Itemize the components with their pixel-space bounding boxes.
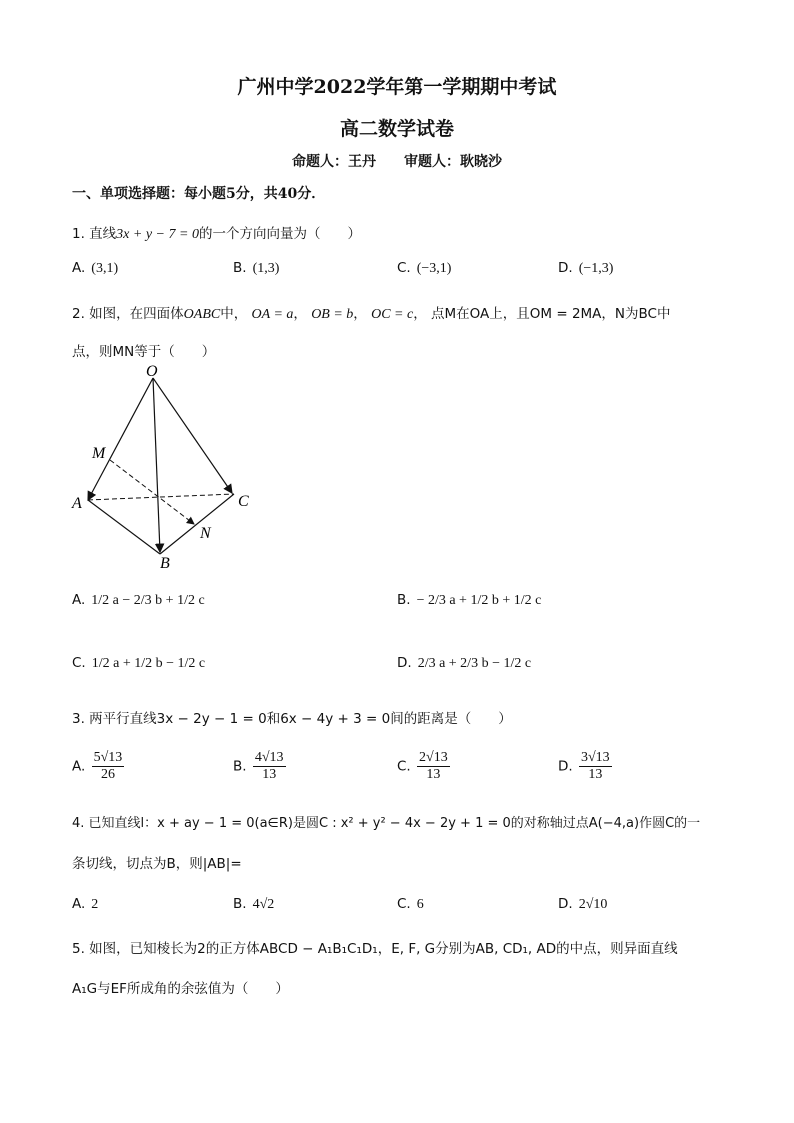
tetrahedron-figure: [66, 362, 266, 572]
q3-option-a[interactable]: A. $\frac{5√13}{26}$: [72, 750, 123, 782]
vector-mn: [110, 460, 194, 524]
question-1: [72, 222, 361, 243]
q4-option-c[interactable]: C. 6: [397, 896, 424, 912]
q2-option-b[interactable]: B. − 2/3 a + 1/2 b + 1/2 c: [397, 592, 542, 608]
q4-option-a[interactable]: A. 2: [72, 896, 99, 912]
edge-oc: [153, 378, 232, 493]
section-title: 一、单项选择题：每小题5分，共40分．: [72, 186, 326, 202]
question-2-line2: 点，则MN等于（ ）: [72, 344, 216, 360]
q1-prefix: 1. 直线: [72, 226, 117, 242]
q3-option-c[interactable]: C. $\frac{2√13}{13}$: [397, 750, 448, 782]
vector-oc: OC = c: [371, 307, 414, 322]
q2-option-d[interactable]: D. 2/3 a + 2/3 b − 1/2 c: [397, 655, 532, 671]
question-5-line2: A₁G与EF所成角的余弦值为（ ）: [72, 981, 289, 997]
edge-oa: [88, 378, 153, 500]
q1-option-d[interactable]: D. (−1,3): [558, 260, 614, 276]
q4-option-d[interactable]: D. 2√10: [558, 896, 608, 912]
edge-bc: [160, 494, 234, 554]
vector-oa: OA = a: [251, 307, 294, 322]
label-b: B: [160, 555, 170, 572]
label-o: O: [146, 363, 158, 380]
question-2-line1: 2. 如图，在四面体OABC中， OA = a， OB = b， OC = c， 点M在OA上，且OM = 2MA，N为BC中: [72, 306, 671, 322]
q1-suffix: 的一个方向向量为（ ）: [198, 226, 361, 242]
label-c: C: [238, 493, 249, 510]
exam-subtitle: 高二数学试卷: [339, 118, 454, 140]
q3-option-d[interactable]: D. $\frac{3√13}{13}$: [558, 750, 610, 782]
label-a: A: [72, 495, 82, 512]
question-4-line2: 条切线，切点为B，则|AB|=: [72, 856, 242, 872]
q2-option-c[interactable]: C. 1/2 a + 1/2 b − 1/2 c: [72, 655, 206, 671]
question-3: 3. 两平行直线3x − 2y − 1 = 0和6x − 4y + 3 = 0间的距离是（ ）: [72, 711, 512, 727]
q1-option-b[interactable]: B. (1,3): [233, 260, 280, 276]
edge-ab: [88, 500, 160, 554]
q1-expr: 3x + y − 7 = 0: [116, 227, 199, 242]
q4-option-b[interactable]: B. 4√2: [233, 896, 275, 912]
q3-option-b[interactable]: B. $\frac{4√13}{13}$: [233, 750, 284, 782]
exam-authors: 命题人：王丹 审题人：耿晓沙: [292, 154, 502, 170]
label-n: N: [200, 525, 211, 542]
exam-title: 广州中学2022学年第一学期期中考试: [237, 76, 557, 98]
q1-option-a[interactable]: A. (3,1): [72, 260, 119, 276]
q2-option-a[interactable]: A. 1/2 a − 2/3 b + 1/2 c: [72, 592, 205, 608]
label-m: M: [92, 445, 106, 462]
q1-option-c[interactable]: C. (−3,1): [397, 260, 452, 276]
question-5-line1: 5. 如图，已知棱长为2的正方体ABCD − A₁B₁C₁D₁，E, F, G分别为AB, CD₁, AD的中点，则异面直线: [72, 941, 678, 957]
question-4-line1: 4. 已知直线l：x + ay − 1 = 0(a∈R)是圆C : x² + y² − 4x − 2y + 1 = 0的对称轴过点A(−4,a)作圆C的一: [72, 816, 701, 831]
edge-ob: [153, 378, 160, 552]
vector-ob: OB = b: [311, 307, 354, 322]
